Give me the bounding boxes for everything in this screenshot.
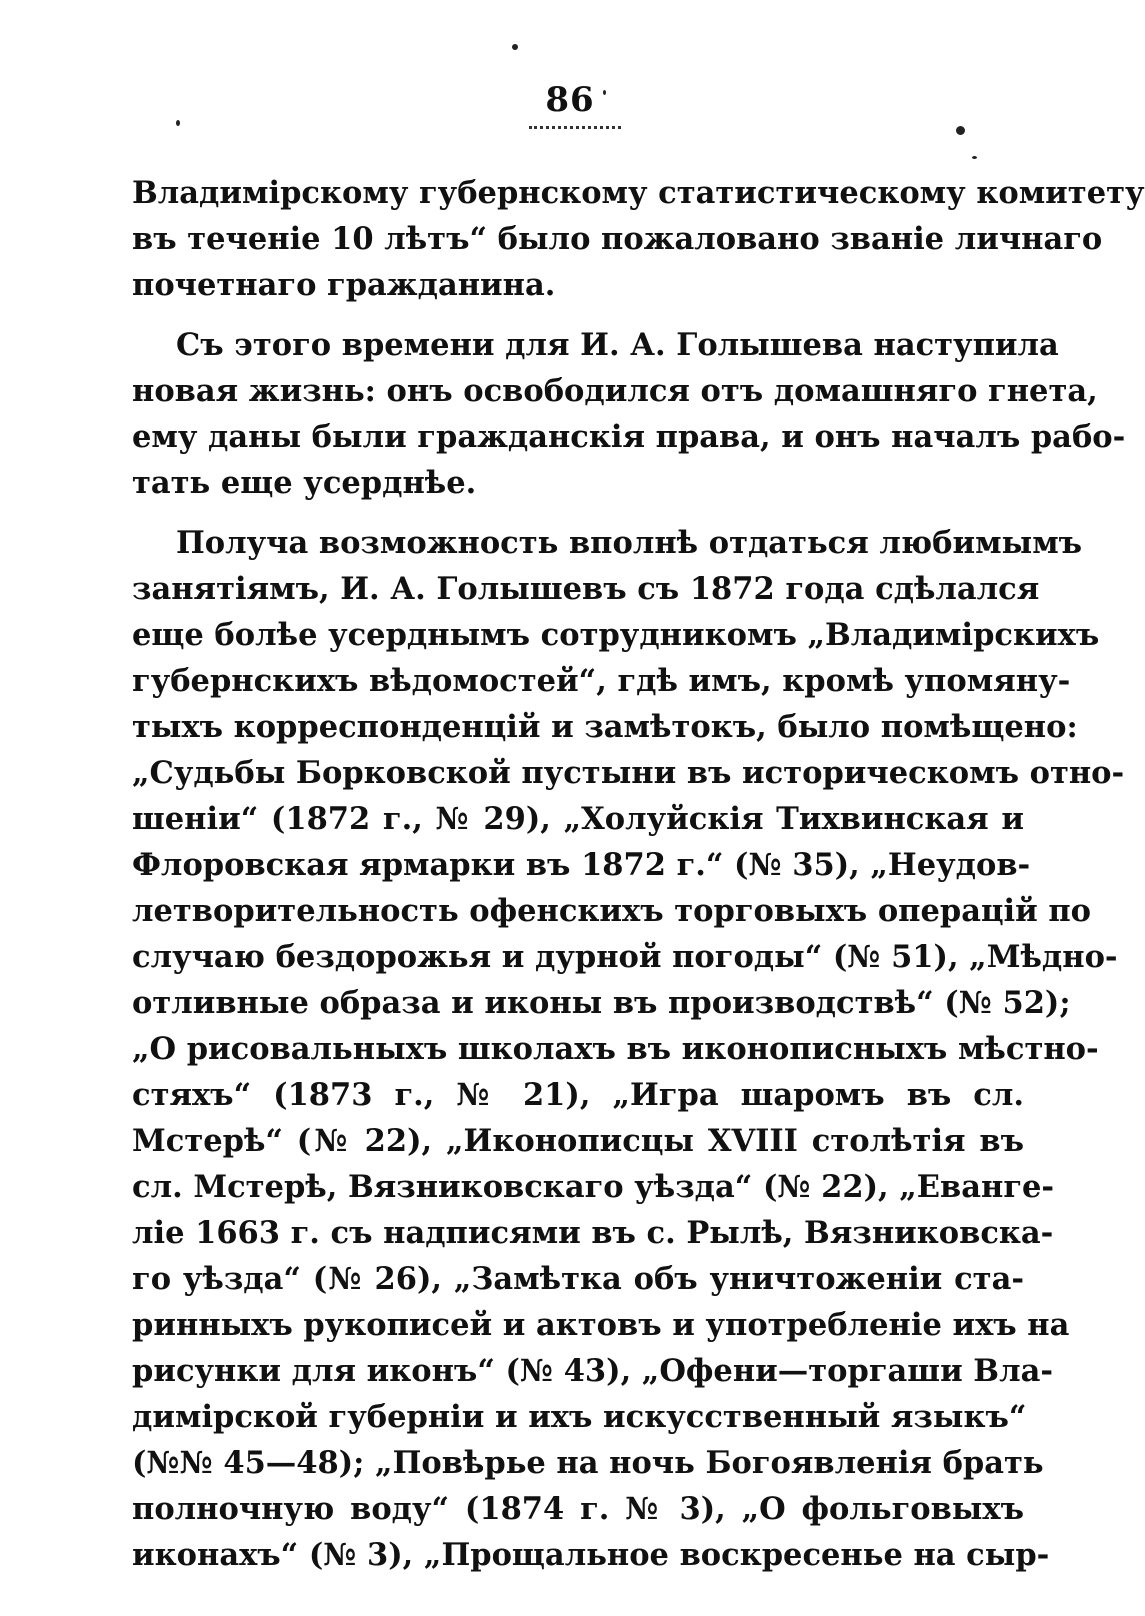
text-line: стяхъ“ (1873 г., № 21), „Игра шаромъ въ сл.: [132, 1077, 1024, 1113]
text-line: почетнаго гражданина.: [132, 267, 556, 303]
text-line: рисунки для иконъ“ (№ 43), „Офени—торгаши Вла-: [132, 1353, 1054, 1389]
text-line: Мстерѣ“ (№ 22), „Иконописцы XVIII столѣтія въ: [132, 1123, 1024, 1159]
paragraph-gap: [132, 308, 1024, 322]
text-line: димірской губерніи и ихъ искусственный языкъ“: [132, 1399, 1027, 1435]
text-line: иконахъ“ (№ 3), „Прощальное воскресенье на сыр-: [132, 1537, 1050, 1573]
text-line: отливные образа и иконы въ производствѣ“ (№ 52);: [132, 985, 1071, 1021]
page-number-underline: [529, 126, 621, 129]
paragraph-gap: [132, 506, 1024, 520]
page-number: 86: [545, 80, 595, 120]
text-line: полночную воду“ (1874 г. № 3), „О фольговыхъ: [132, 1491, 1024, 1527]
text-line: Получа возможность вполнѣ отдаться любимымъ: [176, 525, 1083, 561]
text-line: ему даны были гражданскія права, и онъ началъ рабо-: [132, 419, 1126, 455]
text-line: Владимірскому губернскому статистическому комитету: [132, 175, 1145, 211]
print-speck: [512, 44, 518, 50]
paragraph: [132, 520, 1125, 1578]
text-line: новая жизнь: онъ освободился отъ домашняго гнета,: [132, 373, 1098, 409]
body-text: [132, 170, 1145, 1578]
text-line: губернскихъ вѣдомостей“, гдѣ имъ, кромѣ упомяну-: [132, 663, 1071, 699]
text-line: „Судьбы Борковской пустыни въ историческомъ отно-: [132, 755, 1125, 791]
text-line: ліе 1663 г. съ надписями въ с. Рылѣ, Вязниковска-: [132, 1215, 1054, 1251]
print-speck: [176, 120, 180, 126]
text-line: въ теченіе 10 лѣтъ“ было пожаловано званіе личнаго: [132, 221, 1103, 257]
text-line: ринныхъ рукописей и актовъ и употребленіе ихъ на: [132, 1307, 1070, 1343]
text-line: го уѣзда“ (№ 26), „Замѣтка объ уничтоженіи ста-: [132, 1261, 1024, 1297]
text-line: „О рисовальныхъ школахъ въ иконописныхъ мѣстно-: [132, 1031, 1099, 1067]
text-line: сл. Мстерѣ, Вязниковскаго уѣзда“ (№ 22), „Еванге-: [132, 1169, 1055, 1205]
text-line: занятіямъ, И. А. Голышевъ съ 1872 года сдѣлался: [132, 571, 1040, 607]
print-speck: [972, 156, 977, 159]
text-line: Флоровская ярмарки въ 1872 г.“ (№ 35), „Неудов-: [132, 847, 1031, 883]
text-line: (№№ 45—48); „Повѣрье на ночь Богоявленія брать: [132, 1445, 1044, 1481]
text-line: еще болѣе усерднымъ сотрудникомъ „Владимірскихъ: [132, 617, 1100, 653]
print-speck: [603, 90, 606, 95]
paragraph: [132, 322, 1126, 506]
text-line: случаю бездорожья и дурной погоды“ (№ 51), „Мѣдно-: [132, 939, 1118, 975]
text-line: шеніи“ (1872 г., № 29), „Холуйскія Тихвинская и: [132, 801, 1024, 837]
paragraph: [132, 170, 1145, 308]
print-speck: [956, 126, 965, 135]
text-line: тать еще усерднѣе.: [132, 465, 477, 501]
text-line: летворительность офенскихъ торговыхъ операцій по: [132, 893, 1092, 929]
text-line: Съ этого времени для И. А. Голышева наступила: [176, 327, 1059, 363]
text-line: тыхъ корреспонденцій и замѣтокъ, было помѣщено:: [132, 709, 1078, 745]
